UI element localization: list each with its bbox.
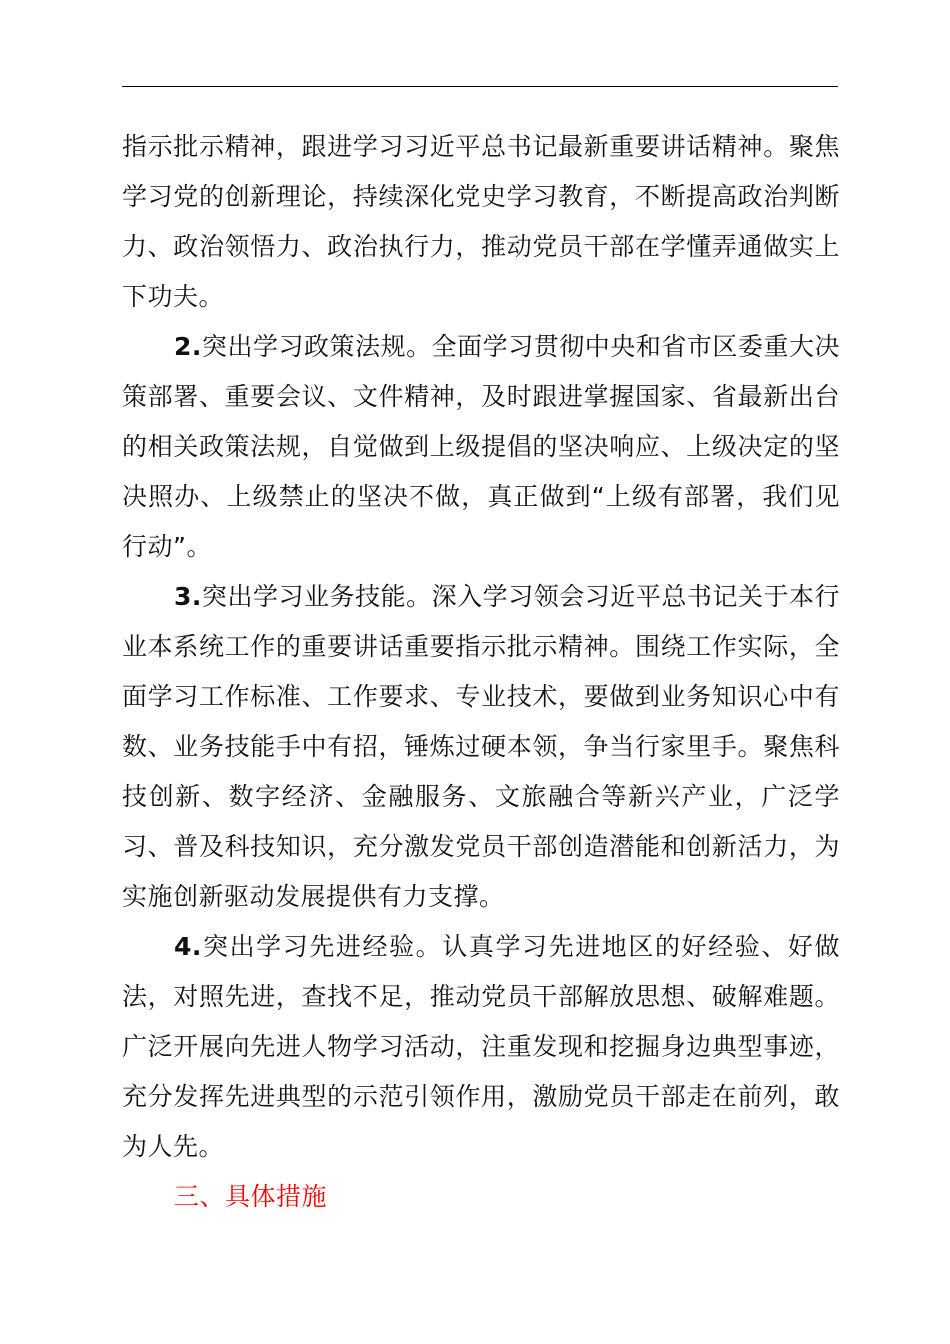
paragraph-item-2 — [122, 322, 840, 572]
paragraph-text: 突出学习政策法规。全面学习贯彻中央和省市区委重大决策部署、重要会议、文件精神，及时跟进掌握国家、省最新出台的相关政策法规，自觉做到上级提倡的坚决响应、上级决定的坚决照办、上级禁止的坚决不做，真正做到“上级有部署，我们见行动”。 — [122, 332, 840, 561]
paragraph-continuation — [122, 122, 840, 322]
document-body — [122, 122, 840, 1222]
paragraph-text: 突出学习业务技能。深入学习领会习近平总书记关于本行业本系统工作的重要讲话重要指示批示精神。围绕工作实际，全面学习工作标准、工作要求、专业技术，要做到业务知识心中有数、业务技能手中有招，锤炼过硬本领，争当行家里手。聚焦科技创新、数字经济、金融服务、文旅融合等新兴产业，广泛学习、普及科技知识，充分激发党员干部创造潜能和创新活力，为实施创新驱动发展提供有力支撑。 — [122, 582, 840, 911]
item-number: 2. — [174, 332, 202, 361]
header-rule — [122, 86, 838, 87]
paragraph-text: 突出学习先进经验。认真学习先进地区的好经验、好做法，对照先进，查找不足，推动党员干部解放思想、破解难题。广泛开展向先进人物学习活动，注重发现和挖掘身边典型事迹，充分发挥先进典型的示范引领作用，激励党员干部走在前列，敢为人先。 — [122, 932, 840, 1161]
paragraph-item-4 — [122, 922, 840, 1172]
paragraph-text: 指示批示精神，跟进学习习近平总书记最新重要讲话精神。聚焦学习党的创新理论，持续深化党史学习教育，不断提高政治判断力、政治领悟力、政治执行力，推动党员干部在学懂弄通做实上下功夫。 — [122, 132, 840, 311]
paragraph-item-3 — [122, 572, 840, 922]
section-heading: 三、具体措施 — [174, 1182, 328, 1211]
item-number: 3. — [174, 582, 202, 611]
item-number: 4. — [174, 932, 202, 961]
